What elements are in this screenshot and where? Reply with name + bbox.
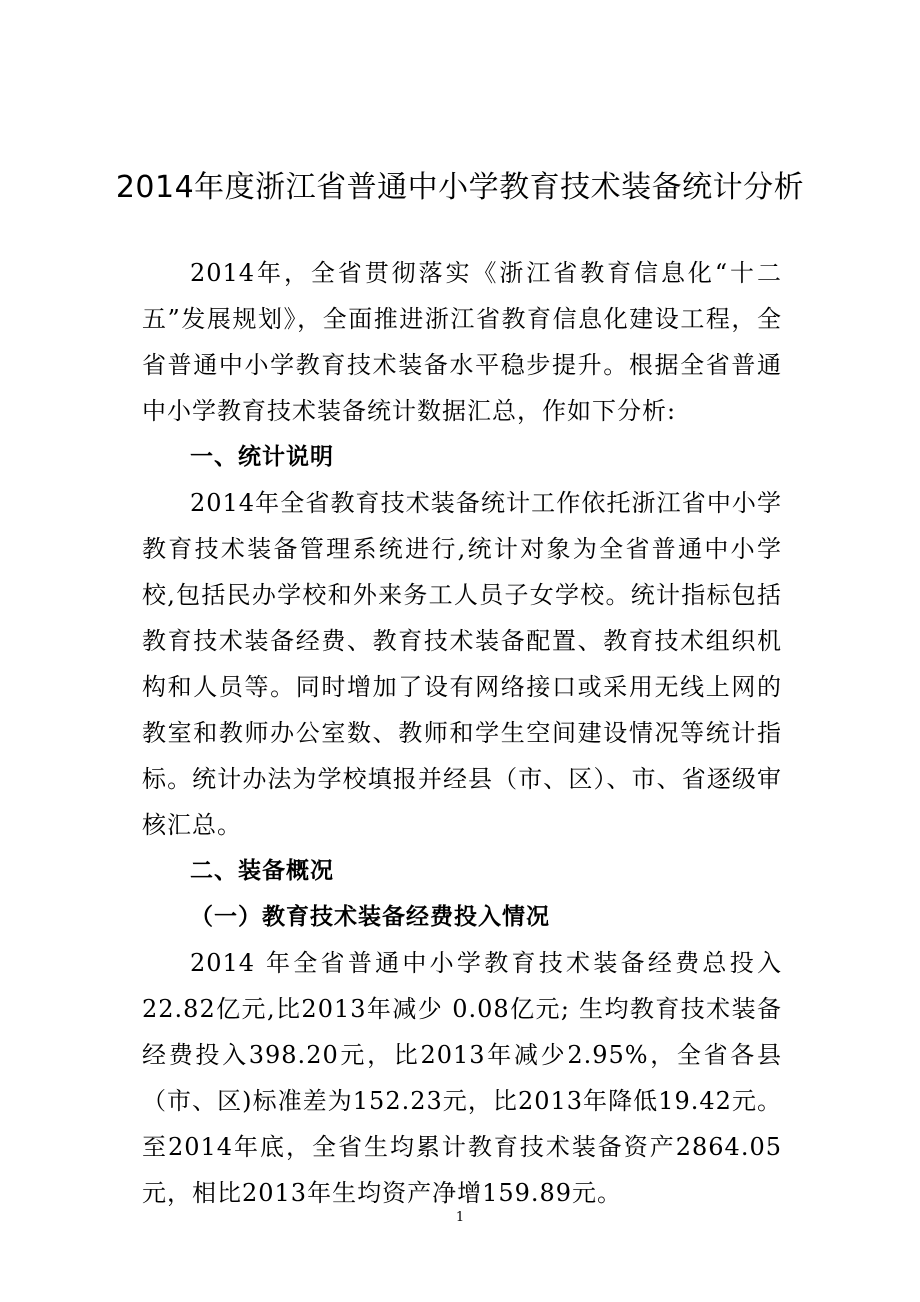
statistics-notes-paragraph: 2014年全省教育技术装备统计工作依托浙江省中小学教育技术装备管理系统进行,统计对象为全省普通中小学校,包括民办学校和外来务工人员子女学校。统计指标包括教育技术装备经费、教育技术装备配置、教育技术组织机构和人员等。同时增加了设有网络接口或采用无线上网的教室和教师办公室数、教师和学生空间建设情况等统计指标。统计办法为学校填报并经县（市、区）、市、省逐级审核汇总。 [142, 489, 782, 839]
subsection-heading-funding: （一）教育技术装备经费投入情况 [190, 904, 550, 930]
document-body [142, 250, 782, 1216]
page-number: 1 [455, 1210, 465, 1225]
funding-paragraph: 2014 年全省普通中小学教育技术装备经费总投入22.82亿元,比2013年减少 0.08亿元; 生均教育技术装备经费投入398.20元，比2013年减少2.95%，全省各县（市、区)标准差为152.23元，比2013年降低19.42元。至2014年底，全省生均累计教育技术装备资产2864.05元，相比2013年生均资产净增159.89元。 [142, 949, 782, 1207]
section-heading-equipment-overview: 二、装备概况 [190, 858, 334, 884]
document-title: 2014年度浙江省普通中小学教育技术装备统计分析 [115, 170, 805, 205]
intro-paragraph: 2014年，全省贯彻落实《浙江省教育信息化“十二五”发展规划》，全面推进浙江省教育信息化建设工程，全省普通中小学教育技术装备水平稳步提升。根据全省普通中小学教育技术装备统计数据汇总，作如下分析: [142, 259, 782, 425]
section-heading-statistics-notes: 一、统计说明 [190, 444, 334, 470]
